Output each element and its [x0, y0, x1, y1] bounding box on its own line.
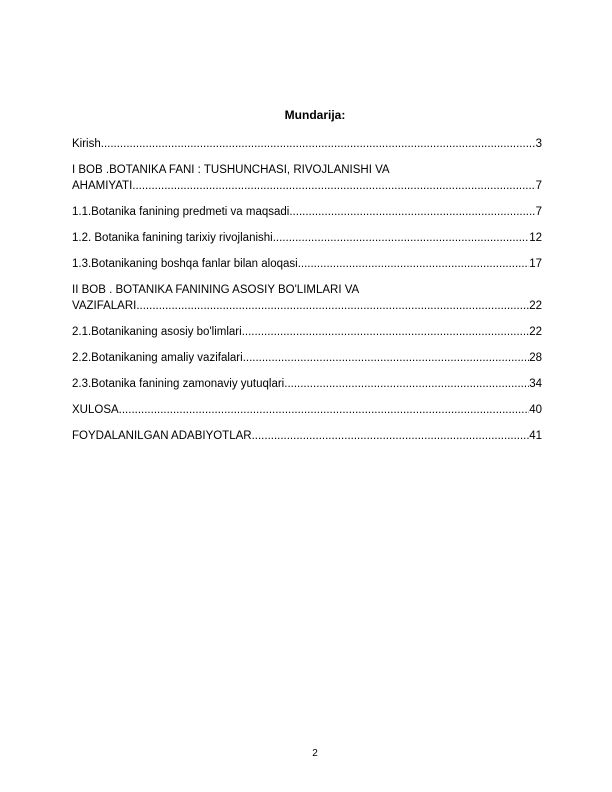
toc-entry-text: I BOB .BOTANIKA FANI : TUSHUNCHASI, RIVOJLANISHI VA	[72, 164, 390, 176]
toc-dot-leader	[242, 324, 530, 340]
toc-entry-2-2[interactable]	[72, 350, 542, 366]
toc-entry-text: 1.3.Botanikaning boshqa fanlar bilan aloqasi	[72, 258, 298, 270]
toc-entry-1-1[interactable]	[72, 204, 542, 220]
toc-dot-leader	[136, 298, 529, 314]
toc-dot-leader	[101, 136, 536, 152]
table-of-contents	[72, 136, 542, 454]
toc-page-number: 28	[529, 352, 542, 364]
toc-entry-text-continued: VAZIFALARI	[72, 300, 137, 312]
page-number: 2	[312, 748, 318, 759]
toc-entry-chapter-1[interactable]	[72, 162, 542, 194]
toc-entry-text: 1.1.Botanika fanining predmeti va maqsadi	[72, 206, 290, 218]
toc-entry-text: XULOSA	[72, 404, 119, 416]
toc-entry-chapter-2[interactable]	[72, 282, 542, 314]
toc-entry-1-3[interactable]	[72, 256, 542, 272]
toc-entry-text: Kirish	[72, 138, 101, 150]
toc-dot-leader	[284, 376, 529, 392]
toc-entry-text-continued: AHAMIYATI	[72, 180, 133, 192]
toc-page-number: 22	[529, 326, 542, 338]
page-title: Mundarija:	[284, 108, 346, 122]
toc-page-number: 40	[529, 404, 542, 416]
toc-entry-text: 2.2.Botanikaning amaliy vazifalari	[72, 352, 243, 364]
toc-page-number: 22	[529, 300, 542, 312]
toc-entry-1-2[interactable]	[72, 230, 542, 246]
toc-entry-2-3[interactable]	[72, 376, 542, 392]
toc-entry-text: FOYDALANILGAN ADABIYOTLAR	[72, 430, 252, 442]
toc-dot-leader	[298, 256, 530, 272]
toc-page-number: 7	[535, 180, 542, 192]
toc-dot-leader	[252, 428, 530, 444]
toc-page-number: 17	[529, 258, 542, 270]
toc-entry-text: 2.1.Botanikaning asosiy bo'limlari	[72, 326, 242, 338]
toc-dot-leader	[119, 402, 530, 418]
toc-dot-leader	[132, 178, 535, 194]
toc-entry-text: II BOB . BOTANIKA FANINING ASOSIY BO'LIMLARI VA	[72, 284, 360, 296]
toc-entry-xulosa[interactable]	[72, 402, 542, 418]
toc-page-number: 7	[535, 206, 542, 218]
toc-entry-text: 2.3.Botanika fanining zamonaviy yutuqlari	[72, 378, 285, 390]
toc-page-number: 41	[529, 430, 542, 442]
toc-dot-leader	[243, 350, 530, 366]
toc-entry-2-1[interactable]	[72, 324, 542, 340]
toc-dot-leader	[273, 230, 529, 246]
toc-entry-text: 1.2. Botanika fanining tarixiy rivojlanishi	[72, 232, 273, 244]
toc-page-number: 34	[529, 378, 542, 390]
toc-dot-leader	[289, 204, 535, 220]
toc-page-number: 12	[529, 232, 542, 244]
toc-entry-adabiyotlar[interactable]	[72, 428, 542, 444]
toc-page-number: 3	[535, 138, 542, 150]
toc-entry-kirish[interactable]	[72, 136, 542, 152]
